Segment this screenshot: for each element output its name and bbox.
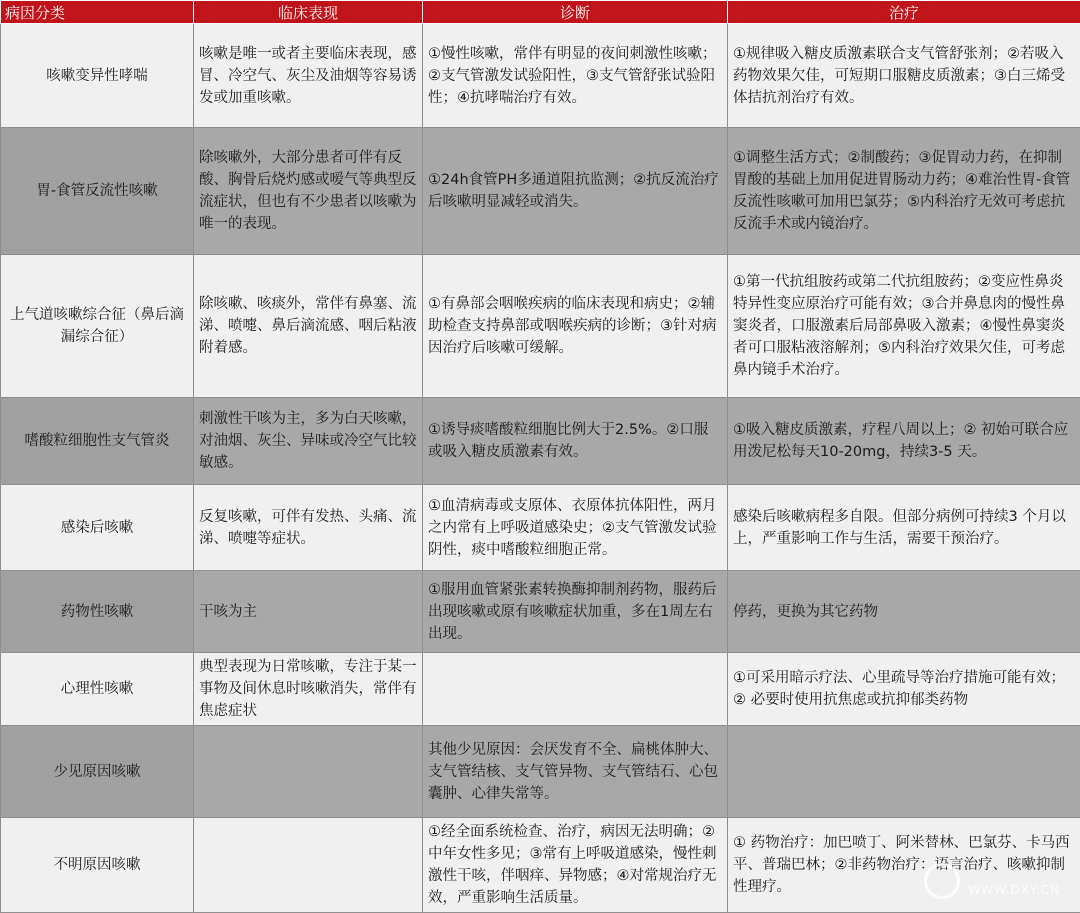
cause-cell: 胃-食管反流性咳嗽: [1, 128, 194, 255]
header-cause: 病因分类: [1, 1, 194, 24]
diagnosis-cell: [423, 653, 728, 726]
clinical-cell: 除咳嗽外，大部分患者可伴有反酸、胸骨后烧灼感或嗳气等典型反流症状，但也有不少患者以咳嗽为唯一的表现。: [194, 128, 423, 255]
table-row: [1, 818, 1080, 913]
table-row: [1, 571, 1080, 653]
diagnosis-cell: ①服用血管紧张素转换酶抑制剂药物，服药后出现咳嗽或原有咳嗽症状加重，多在1周左右出现。: [423, 571, 728, 653]
diagnosis-cell: ①慢性咳嗽，常伴有明显的夜间刺激性咳嗽；②支气管激发试验阳性，③支气管舒张试验阳性；④抗哮喘治疗有效。: [423, 24, 728, 128]
table-row: [1, 128, 1080, 255]
treatment-cell: 感染后咳嗽病程多自限。但部分病例可持续3 个月以上，严重影响工作与生活，需要干预治疗。: [728, 485, 1080, 571]
cause-cell: 上气道咳嗽综合征（鼻后滴漏综合征）: [1, 255, 194, 398]
diagnosis-cell: ①经全面系统检查、治疗，病因无法明确；②中年女性多见；③常有上呼吸道感染，慢性刺激性干咳，伴咽痒、异物感；④对常规治疗无效，严重影响生活质量。: [423, 818, 728, 913]
treatment-cell: ①吸入糖皮质激素，疗程八周以上；② 初始可联合应用泼尼松每天10-20mg，持续3-5 天。: [728, 398, 1080, 485]
cause-cell: 感染后咳嗽: [1, 485, 194, 571]
header-clinical: 临床表现: [194, 1, 423, 24]
clinical-cell: 干咳为主: [194, 571, 423, 653]
treatment-cell: ①调整生活方式；②制酸药；③促胃动力药，在抑制胃酸的基础上加用促进胃肠动力药；④难治性胃-食管反流性咳嗽可加用巴氯芬；⑤内科治疗无效可考虑抗反流手术或内镜治疗。: [728, 128, 1080, 255]
header-row: [1, 1, 1080, 24]
header-treatment: 治疗: [728, 1, 1080, 24]
cause-cell: 咳嗽变异性哮喘: [1, 24, 194, 128]
treatment-cell: ①第一代抗组胺药或第二代抗组胺药；②变应性鼻炎特异性变应原治疗可能有效；③合并鼻息肉的慢性鼻窦炎者，口服激素后局部鼻吸入激素；④慢性鼻窦炎者可口服粘液溶解剂；⑤内科治疗效果欠佳，可考虑鼻内镜手术治疗。: [728, 255, 1080, 398]
cause-cell: 不明原因咳嗽: [1, 818, 194, 913]
watermark-logo-icon: [924, 863, 960, 899]
table-row: [1, 255, 1080, 398]
clinical-cell: 咳嗽是唯一或者主要临床表现，感冒、冷空气、灰尘及油烟等容易诱发或加重咳嗽。: [194, 24, 423, 128]
diagnosis-cell: ①有鼻部会咽喉疾病的临床表现和病史；②辅助检查支持鼻部或咽喉疾病的诊断；③针对病因治疗后咳嗽可缓解。: [423, 255, 728, 398]
table-row: [1, 24, 1080, 128]
table-row: [1, 653, 1080, 726]
diagnosis-cell: ①24h食管PH多通道阻抗监测；②抗反流治疗后咳嗽明显减轻或消失。: [423, 128, 728, 255]
clinical-cell: 反复咳嗽，可伴有发热、头痛、流涕、喷嚏等症状。: [194, 485, 423, 571]
treatment-cell: ①规律吸入糖皮质激素联合支气管舒张剂；②若吸入药物效果欠佳，可短期口服糖皮质激素；③白三烯受体拮抗剂治疗有效。: [728, 24, 1080, 128]
table-row: [1, 726, 1080, 818]
cause-cell: 少见原因咳嗽: [1, 726, 194, 818]
treatment-cell: 停药，更换为其它药物: [728, 571, 1080, 653]
cause-cell: 心理性咳嗽: [1, 653, 194, 726]
treatment-cell: ①可采用暗示疗法、心里疏导等治疗措施可能有效；② 必要时使用抗焦虑或抗抑郁类药物: [728, 653, 1080, 726]
diagnosis-cell: ①诱导痰嗜酸粒细胞比例大于2.5%。②口服或吸入糖皮质激素有效。: [423, 398, 728, 485]
diagnosis-cell: 其他少见原因：会厌发育不全、扁桃体肿大、支气管结核、支气管异物、支气管结石、心包囊肿、心律失常等。: [423, 726, 728, 818]
table-row: [1, 398, 1080, 485]
watermark: WWW.DXY.CN: [968, 883, 1060, 897]
cause-cell: 嗜酸粒细胞性支气管炎: [1, 398, 194, 485]
treatment-cell: [728, 726, 1080, 818]
clinical-cell: [194, 726, 423, 818]
clinical-cell: 除咳嗽、咳痰外，常伴有鼻塞、流涕、喷嚏、鼻后滴流感、咽后粘液附着感。: [194, 255, 423, 398]
table-row: [1, 485, 1080, 571]
clinical-cell: 典型表现为日常咳嗽，专注于某一事物及间休息时咳嗽消失，常伴有焦虑症状: [194, 653, 423, 726]
clinical-cell: [194, 818, 423, 913]
treatment-cell: ① 药物治疗：加巴喷丁、阿米替林、巴氯芬、卡马西平、普瑞巴林；②非药物治疗：语言治疗、咳嗽抑制性理疗。: [728, 818, 1080, 913]
header-diagnosis: 诊断: [423, 1, 728, 24]
diagnosis-cell: ①血清病毒或支原体、衣原体抗体阳性，两月之内常有上呼吸道感染史；②支气管激发试验阴性，痰中嗜酸粒细胞正常。: [423, 485, 728, 571]
cause-cell: 药物性咳嗽: [1, 571, 194, 653]
clinical-cell: 刺激性干咳为主，多为白天咳嗽，对油烟、灰尘、异味或冷空气比较敏感。: [194, 398, 423, 485]
